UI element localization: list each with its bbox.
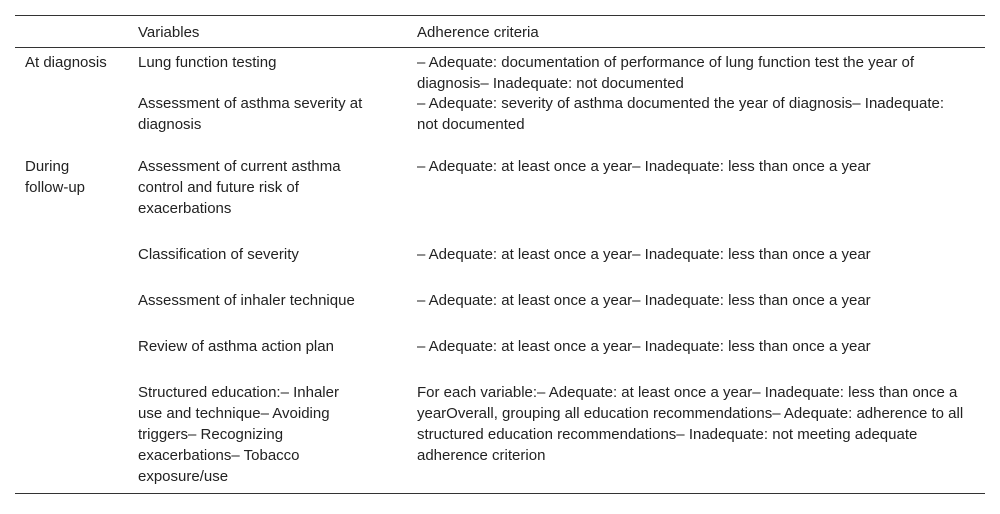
section-label-at-diagnosis: At diagnosis xyxy=(25,54,107,71)
criteria-cell: – Adequate: at least once a year– Inadequate: less than once a year xyxy=(417,158,871,175)
table-row xyxy=(15,244,985,290)
table-row xyxy=(15,48,985,93)
variable-cell: Structured education:– Inhaler use and technique– Avoiding triggers– Recognizing exacerbations– Tobacco exposure/use xyxy=(138,384,339,485)
variable-cell: Assessment of inhaler technique xyxy=(138,292,355,309)
criteria-cell: – Adequate: at least once a year– Inadequate: less than once a year xyxy=(417,246,871,263)
criteria-cell: For each variable:– Adequate: at least once a year– Inadequate: less than once a yearOverall, grouping all education recommendations– Adequate: adherence to all structured education recommendations– Inadequate: not meeting adequate adherence criterion xyxy=(417,384,964,464)
table-row xyxy=(15,336,985,382)
table-header-row xyxy=(15,16,985,48)
section-label-during-follow-up: During follow-up xyxy=(25,158,86,196)
variable-cell: Lung function testing xyxy=(138,54,277,71)
criteria-cell: – Adequate: at least once a year– Inadequate: less than once a year xyxy=(417,338,871,355)
table-row xyxy=(15,382,985,493)
table-row xyxy=(15,156,985,244)
variable-cell: Classification of severity xyxy=(138,246,299,263)
variable-cell: Assessment of asthma severity at diagnosis xyxy=(138,95,363,133)
variable-cell: Review of asthma action plan xyxy=(138,338,334,355)
criteria-cell: – Adequate: at least once a year– Inadequate: less than once a year xyxy=(417,292,871,309)
header-section-cell xyxy=(15,16,138,22)
criteria-cell: – Adequate: severity of asthma documented the year of diagnosis– Inadequate: not documented xyxy=(417,95,945,133)
adherence-criteria-table xyxy=(15,15,985,494)
header-variables: Variables xyxy=(138,24,200,41)
criteria-cell: – Adequate: documentation of performance of lung function test the year of diagnosis– Inadequate: not documented xyxy=(417,54,914,92)
variable-cell: Assessment of current asthma control and future risk of exacerbations xyxy=(138,158,341,217)
table-row xyxy=(15,290,985,336)
header-adherence-criteria: Adherence criteria xyxy=(417,24,539,41)
